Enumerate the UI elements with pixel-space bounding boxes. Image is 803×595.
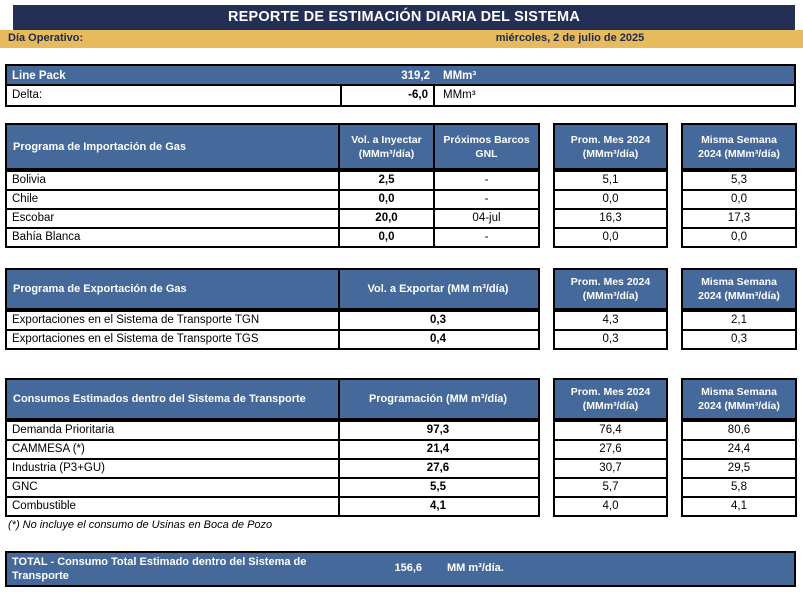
misma-semana-header [683, 380, 795, 420]
misma-semana-table [681, 378, 797, 517]
table-row: 5,8 [683, 477, 795, 496]
column-header-line2: (MMm³/día) [582, 147, 639, 160]
column-header-proximos-barcos [435, 125, 538, 168]
row-label: Bolivia [7, 172, 340, 189]
delta-unit: MMm³ [443, 89, 476, 101]
prom-mes-table [553, 378, 668, 517]
total-unit: MM m³/día. [447, 562, 504, 574]
importacion-header-row [7, 125, 538, 170]
column-header-line1: Prom. Mes 2024 [570, 276, 651, 288]
table-row [7, 496, 538, 515]
column-header-line2: 2024 (MMm³/día) [698, 147, 780, 160]
row-label: Demanda Prioritaria [7, 422, 340, 439]
prom-mes-header [555, 125, 666, 170]
row-value: 2,5 [340, 172, 435, 189]
prom-mes-header [555, 270, 666, 310]
row-value: 4,1 [430, 500, 446, 512]
operative-day-value: miércoles, 2 de julio de 2025 [495, 32, 645, 44]
row-barcos: - [484, 174, 489, 186]
prom-mes-table [553, 123, 668, 248]
table-row: 29,5 [683, 458, 795, 477]
column-header-line2: (MMm³/día) [358, 147, 415, 160]
consumos-table [5, 378, 540, 517]
table-row [7, 170, 538, 189]
section-title: Programa de Exportación de Gas [7, 270, 340, 308]
table-row: 24,4 [683, 439, 795, 458]
table-row: 27,6 [555, 439, 666, 458]
consumos-header-row [7, 380, 538, 420]
row-value: 5,5 [430, 481, 446, 493]
table-row: 80,6 [683, 420, 795, 439]
row-label: Escobar [7, 210, 340, 227]
table-row: 0,0 [555, 189, 666, 208]
prom-mes-table [553, 268, 668, 350]
row-barcos: - [484, 231, 489, 243]
table-row: 0,0 [555, 227, 666, 246]
table-row: 0,3 [683, 329, 795, 348]
column-header-line2: (MMm³/día) [582, 400, 639, 412]
table-row: 17,3 [683, 208, 795, 227]
table-row [7, 477, 538, 496]
line-pack-row [7, 66, 794, 86]
footnote: (*) No incluye el consumo de Usinas en Boca de Pozo [8, 519, 273, 531]
column-header-programacion: Programación (MM m³/día) [368, 393, 508, 405]
table-row [7, 329, 538, 348]
row-value: 0,0 [340, 229, 435, 246]
column-header-line2: GNL [475, 147, 498, 160]
total-bar [5, 551, 796, 587]
column-header-vol-exportar: Vol. a Exportar (MM m³/día) [367, 283, 509, 295]
table-row: 5,1 [555, 170, 666, 189]
table-row [7, 189, 538, 208]
misma-semana-header [683, 270, 795, 310]
operative-day-label: Día Operativo: [8, 32, 84, 44]
table-row [7, 420, 538, 439]
table-row [7, 208, 538, 227]
row-value: 97,3 [426, 424, 450, 436]
row-label: CAMMESA (*) [7, 441, 340, 458]
column-header-line2: 2024 (MMm³/día) [698, 400, 780, 412]
row-label: Bahía Blanca [7, 229, 340, 246]
delta-label: Delta: [7, 86, 342, 105]
table-row: 0,3 [555, 329, 666, 348]
column-header-line1: Misma Semana [701, 386, 777, 398]
row-value: 0,3 [430, 314, 446, 326]
column-header-vol-inyectar [340, 125, 435, 168]
misma-semana-table [681, 123, 797, 248]
operative-day-bar [0, 30, 803, 48]
row-value: 20,0 [340, 210, 435, 227]
table-row: 5,3 [683, 170, 795, 189]
row-label: Exportaciones en el Sistema de Transporte TGS [7, 331, 340, 348]
table-row [7, 227, 538, 246]
table-row: 76,4 [555, 420, 666, 439]
exportacion-table [5, 268, 540, 350]
line-pack-value: 319,2 [401, 70, 430, 82]
row-label: Chile [7, 191, 340, 208]
table-row [7, 458, 538, 477]
column-header-line1: Próximos Barcos [443, 133, 530, 146]
table-row: 30,7 [555, 458, 666, 477]
table-row [7, 310, 538, 329]
misma-semana-header [683, 125, 795, 170]
table-row: 2,1 [683, 310, 795, 329]
total-value: 156,6 [394, 562, 422, 574]
total-label: TOTAL - Consumo Total Estimado dentro del Sistema de Transporte [12, 556, 307, 582]
row-label: Combustible [7, 498, 340, 515]
delta-value: -6,0 [342, 86, 435, 105]
section-title: Programa de Importación de Gas [7, 125, 340, 168]
row-label: GNC [7, 479, 340, 496]
table-row [7, 439, 538, 458]
table-row: 16,3 [555, 208, 666, 227]
table-row: 0,0 [683, 189, 795, 208]
column-header-line1: Prom. Mes 2024 [570, 133, 651, 146]
table-row: 4,1 [683, 496, 795, 515]
line-pack-label: Line Pack [12, 70, 66, 82]
table-row: 4,0 [555, 496, 666, 515]
line-pack-table [5, 64, 796, 107]
exportacion-header-row [7, 270, 538, 310]
section-title: Consumos Estimados dentro del Sistema de Transporte [7, 380, 340, 418]
column-header-line2: 2024 (MMm³/día) [698, 290, 780, 302]
column-header-line1: Misma Semana [701, 133, 777, 146]
row-label: Industria (P3+GU) [7, 460, 340, 477]
table-row: 4,3 [555, 310, 666, 329]
line-pack-unit: MMm³ [443, 70, 477, 82]
row-label: Exportaciones en el Sistema de Transporte TGN [7, 312, 340, 329]
row-value: 27,6 [426, 462, 450, 474]
row-value: 0,4 [430, 333, 446, 345]
row-barcos: 04-jul [472, 212, 501, 224]
row-value: 0,0 [340, 191, 435, 208]
misma-semana-table [681, 268, 797, 350]
column-header-line2: (MMm³/día) [582, 290, 639, 302]
table-row: 0,0 [683, 227, 795, 246]
column-header-line1: Misma Semana [701, 276, 777, 288]
prom-mes-header [555, 380, 666, 420]
delta-row [7, 86, 794, 105]
row-barcos: - [484, 193, 489, 205]
table-row: 5,7 [555, 477, 666, 496]
importacion-table [5, 123, 540, 248]
column-header-line1: Vol. a Inyectar [351, 133, 422, 146]
row-value: 21,4 [426, 443, 450, 455]
column-header-line1: Prom. Mes 2024 [570, 386, 651, 398]
report-title: REPORTE DE ESTIMACIÓN DIARIA DEL SISTEMA [13, 5, 795, 30]
